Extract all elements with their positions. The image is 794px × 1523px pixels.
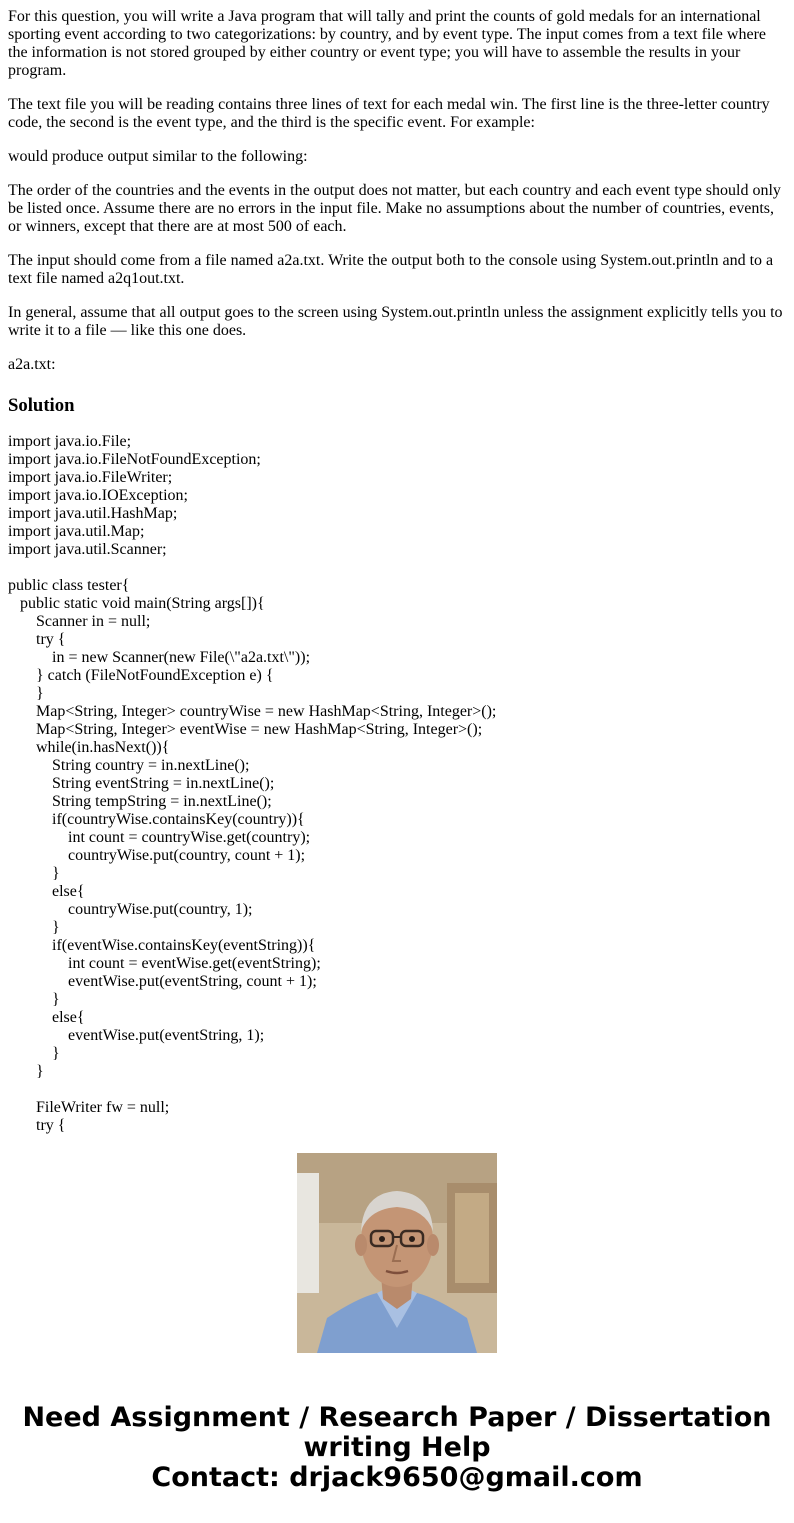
code-line: Map<String, Integer> countryWise = new HashMap<String, Integer>(); [8,703,497,720]
code-line: import java.io.File; [8,433,132,450]
code-line: Scanner in = null; [8,613,151,630]
code-line: if(countryWise.containsKey(country)){ [8,811,305,828]
code-line: try { [8,1117,66,1134]
code-line: Map<String, Integer> eventWise = new HashMap<String, Integer>(); [8,721,483,738]
question-paragraph: a2a.txt: [8,356,56,373]
code-line: while(in.hasNext()){ [8,739,170,756]
code-line: String eventString = in.nextLine(); [8,775,275,792]
document-body [8,8,786,1134]
code-line: int count = countryWise.get(country); [8,829,311,846]
code-line: import java.util.Scanner; [8,541,167,558]
solution-code [8,433,786,1134]
code-line: import java.io.FileWriter; [8,469,173,486]
code-line: } [8,865,60,882]
advert-line: writing Help [303,1432,491,1463]
code-line [8,559,786,577]
code-line: public class tester{ [8,577,130,594]
code-line: countryWise.put(country, 1); [8,901,253,918]
code-line: } catch (FileNotFoundException e) { [8,667,274,684]
question-paragraph: In general, assume that all output goes to the screen using System.out.println unless the assignment explicitly tells you to write it to a file — like this one does. [8,304,783,339]
solution-heading: Solution [8,395,75,416]
code-line: eventWise.put(eventString, count + 1); [8,973,317,990]
code-line: else{ [8,1009,85,1026]
code-line: import java.io.IOException; [8,487,188,504]
code-line: String tempString = in.nextLine(); [8,793,272,810]
question-paragraph: For this question, you will write a Java program that will tally and print the counts of gold medals for an international sporting event according to two categorizations: by country, and by event type. The input comes from a text file where the information is not stored grouped by either country or event type; you will have to assemble the results in your program. [8,8,766,79]
advert-line: Need Assignment / Research Paper / Dissertation [22,1402,772,1433]
code-line: countryWise.put(country, count + 1); [8,847,306,864]
code-line: in = new Scanner(new File(\"a2a.txt\")); [8,649,311,666]
question-paragraph: The input should come from a file named a2a.txt. Write the output both to the console using System.out.println and to a text file named a2q1out.txt. [8,252,774,287]
advert-contact: Contact: drjack9650@gmail.com [151,1462,643,1493]
question-paragraph: The order of the countries and the events in the output does not matter, but each country and each event type should only be listed once. Assume there are no errors in the input file. Make no assumptions about the number of countries, events, or winners, except that there are at most 500 of each. [8,182,781,235]
code-line: public static void main(String args[]){ [8,595,265,612]
code-line: } [8,1063,44,1080]
code-line: if(eventWise.containsKey(eventString)){ [8,937,316,954]
code-line: else{ [8,883,85,900]
code-line: import java.util.Map; [8,523,145,540]
question-paragraph: The text file you will be reading contains three lines of text for each medal win. The first line is the three-letter country code, the second is the event type, and the third is the specific event. For example: [8,96,770,131]
code-line: try { [8,631,66,648]
code-line: } [8,1045,60,1062]
code-line: } [8,919,60,936]
code-line: } [8,991,60,1008]
code-line: String country = in.nextLine(); [8,757,250,774]
code-line: } [8,685,44,702]
code-line: import java.io.FileNotFoundException; [8,451,261,468]
code-line: import java.util.HashMap; [8,505,178,522]
question-text [8,8,786,374]
question-paragraph: would produce output similar to the following: [8,148,308,165]
code-line: FileWriter fw = null; [8,1099,170,1116]
code-line [8,1081,786,1099]
code-line: eventWise.put(eventString, 1); [8,1027,265,1044]
help-advert [0,1403,794,1493]
code-line: int count = eventWise.get(eventString); [8,955,321,972]
portrait-photo [297,1153,497,1353]
author-avatar [297,1153,497,1353]
